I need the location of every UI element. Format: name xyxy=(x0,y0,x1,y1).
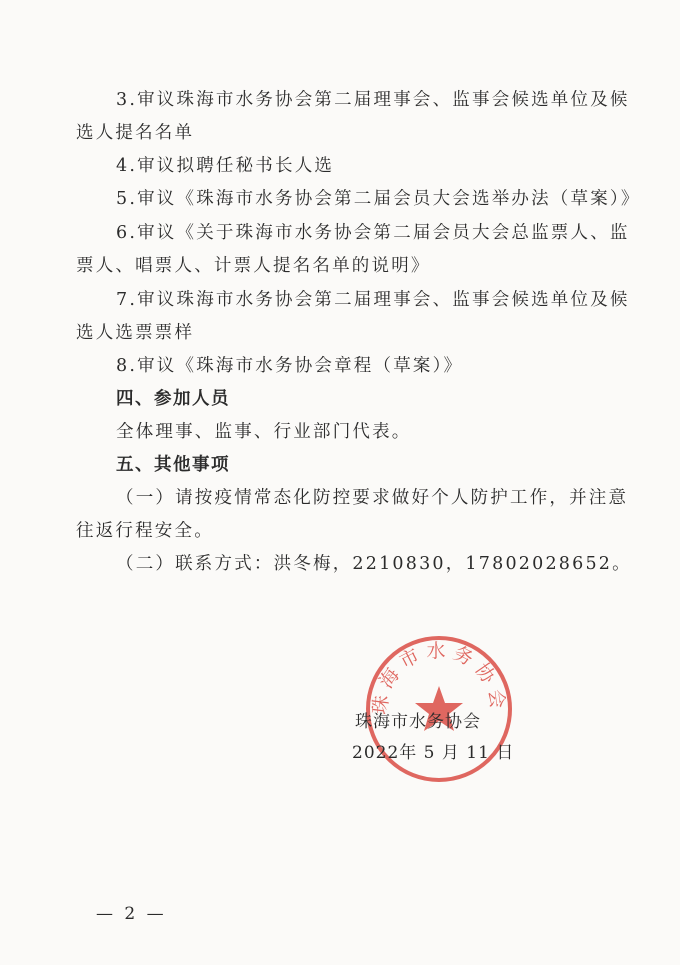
page-number: — 2 — xyxy=(96,904,167,924)
agenda-item-4: 4.审议拟聘任秘书长人选 xyxy=(116,156,335,176)
section-5-heading: 五、其他事项 xyxy=(116,455,230,475)
section-5-item-1: （一）请按疫情常态化防控要求做好个人防护工作，并注意 xyxy=(116,488,629,508)
section-5-item-1-cont: 往返行程安全。 xyxy=(76,521,214,541)
agenda-item-6: 6.审议《关于珠海市水务协会第二届会员大会总监票人、监 xyxy=(116,223,630,243)
agenda-item-5: 5.审议《珠海市水务协会第二届会员大会选举办法（草案）》 xyxy=(116,189,641,209)
agenda-item-8: 8.审议《珠海市水务协会章程（草案）》 xyxy=(116,356,464,376)
section-4-heading: 四、参加人员 xyxy=(116,389,230,409)
agenda-item-3-cont: 选人提名名单 xyxy=(76,123,195,143)
agenda-item-7: 7.审议珠海市水务协会第二届理事会、监事会候选单位及候 xyxy=(116,290,630,310)
seal-text-path: 珠海市水务协会 xyxy=(368,640,510,716)
section-5-item-2: （二）联系方式：洪冬梅，2210830，17802028652。 xyxy=(116,554,632,574)
agenda-item-6-cont: 票人、唱票人、计票人提名名单的说明》 xyxy=(76,256,431,276)
agenda-item-7-cont: 选人选票票样 xyxy=(76,323,195,343)
signature-org: 珠海市水务协会 xyxy=(355,712,481,732)
section-4-body: 全体理事、监事、行业部门代表。 xyxy=(116,422,412,442)
signature-date: 2022年 5 月 11 日 xyxy=(352,743,515,763)
agenda-item-3: 3.审议珠海市水务协会第二届理事会、监事会候选单位及候 xyxy=(116,90,630,110)
